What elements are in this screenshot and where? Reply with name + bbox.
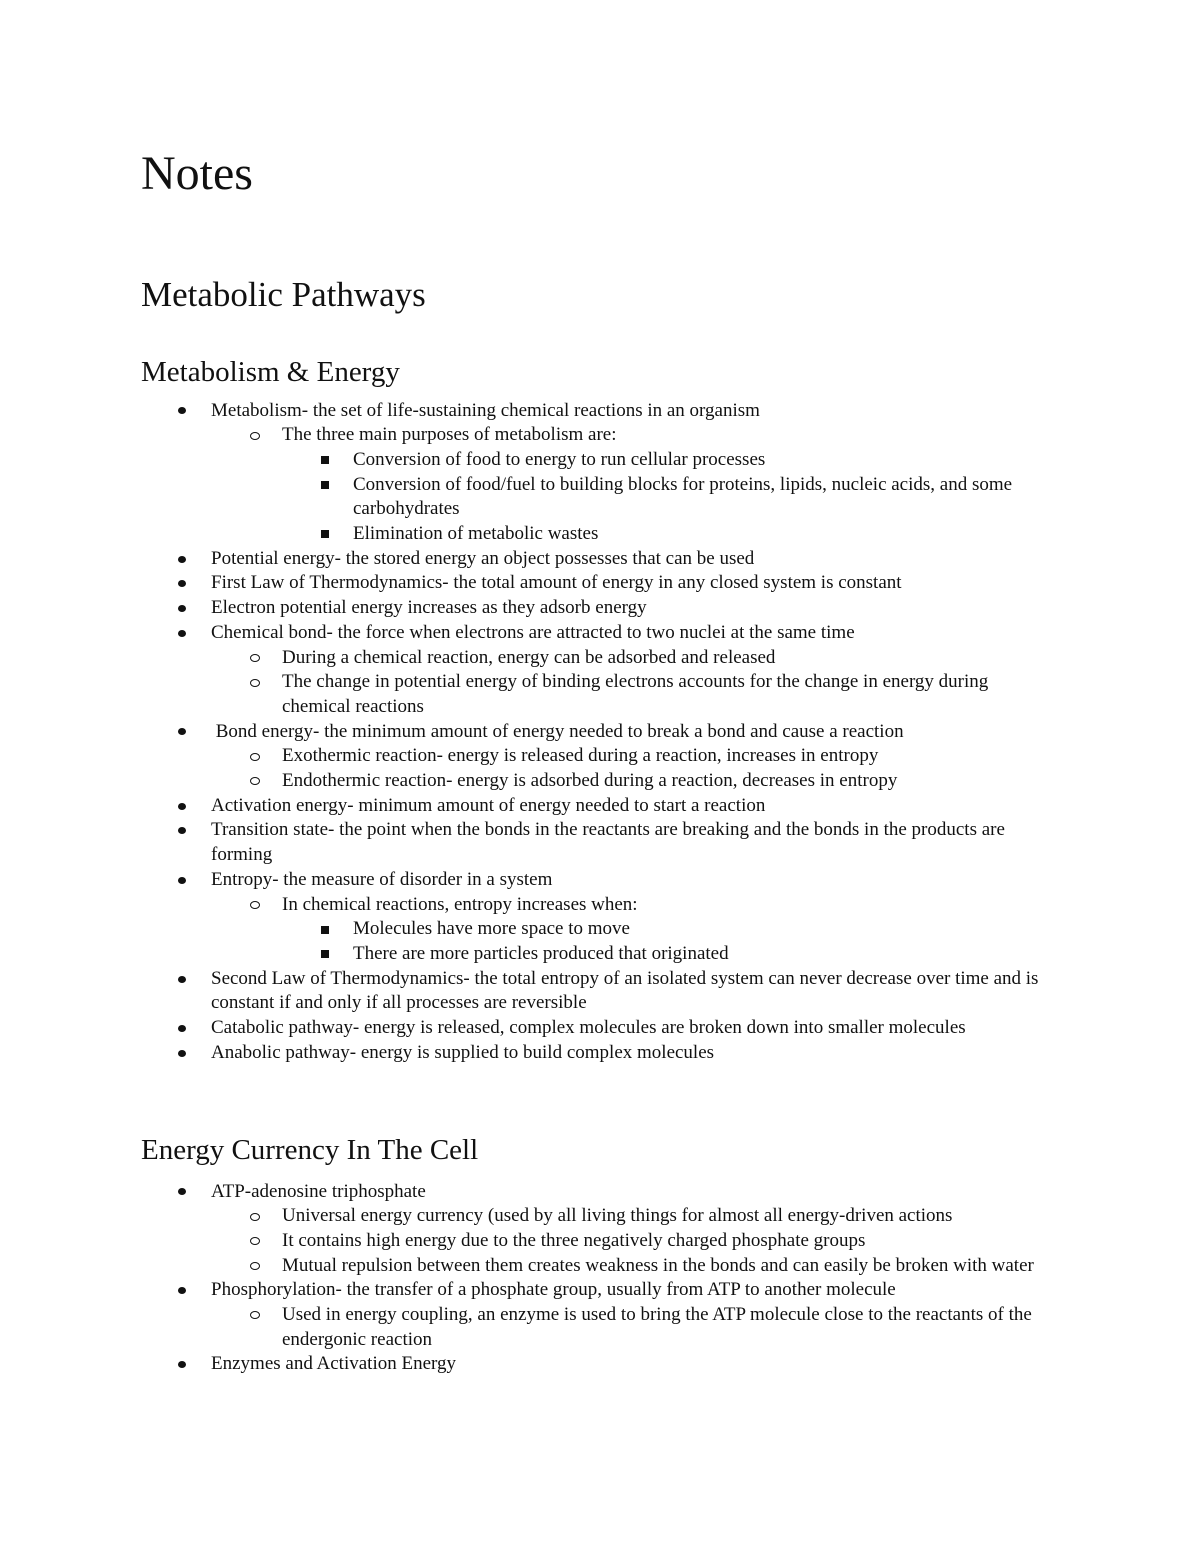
list-item-level-1: [0, 571, 1061, 596]
list-item-text: Molecules have more space to move: [353, 918, 630, 940]
list-item-level-2: [0, 769, 1042, 794]
list-item-text: Anabolic pathway- energy is supplied to build complex molecules: [211, 1041, 715, 1063]
list-item-level-1: [0, 621, 1061, 646]
list-item-text: Endothermic reaction- energy is adsorbed during a reaction, decreases in entropy: [282, 770, 898, 792]
list-item-text: It contains high energy due to the three negatively charged phosphate groups: [282, 1229, 866, 1251]
list-item-text: Electron potential energy increases as they adsorb energy: [211, 597, 647, 619]
list-item-text: Universal energy currency (used by all living things for almost all energy-driven actions: [282, 1205, 953, 1227]
list-item-level-2: [0, 423, 1042, 448]
hollow-circle-bullet-icon: [248, 1303, 262, 1328]
list-item-level-1: [0, 967, 1061, 1016]
list-item-text: The three main purposes of metabolism are:: [282, 424, 617, 446]
filled-circle-bullet-icon: [175, 868, 189, 893]
list-item-level-2: [0, 1204, 1042, 1229]
list-item-level-1: [0, 794, 1061, 819]
filled-circle-bullet-icon: [175, 794, 189, 819]
filled-circle-bullet-icon: [175, 1016, 189, 1041]
list-item-level-1: [0, 399, 1061, 424]
energy-currency-list: [0, 1180, 1061, 1378]
list-item-level-3: [0, 522, 1058, 547]
list-item-text: Elimination of metabolic wastes: [353, 523, 599, 545]
list-item-text: Mutual repulsion between them creates weakness in the bonds and can easily be broken with water: [282, 1254, 1034, 1276]
list-item-level-2: [0, 670, 1042, 719]
filled-circle-bullet-icon: [175, 1041, 189, 1066]
list-item-level-1: [0, 1278, 1061, 1303]
list-item-level-3: [0, 917, 1058, 942]
hollow-circle-bullet-icon: [248, 670, 262, 695]
list-item-text: In chemical reactions, entropy increases when:: [282, 893, 638, 915]
filled-circle-bullet-icon: [175, 399, 189, 424]
list-item-level-1: [0, 1352, 1061, 1377]
list-item-text: Enzymes and Activation Energy: [211, 1353, 457, 1375]
hollow-circle-bullet-icon: [248, 1229, 262, 1254]
list-item-text: Activation energy- minimum amount of energy needed to start a reaction: [211, 794, 766, 816]
filled-circle-bullet-icon: [175, 621, 189, 646]
list-item-text: Phosphorylation- the transfer of a phosphate group, usually from ATP to another molecule: [211, 1279, 896, 1301]
list-item-level-2: [0, 744, 1042, 769]
hollow-circle-bullet-icon: [248, 423, 262, 448]
list-item-level-2: [0, 1303, 1042, 1352]
filled-circle-bullet-icon: [175, 571, 189, 596]
list-item-text: Metabolism- the set of life-sustaining chemical reactions in an organism: [211, 399, 760, 421]
hollow-circle-bullet-icon: [248, 769, 262, 794]
list-item-text: Transition state- the point when the bonds in the reactants are breaking and the bonds in the products are forming: [211, 819, 1010, 866]
section-heading-energy-currency: Energy Currency In The Cell: [141, 1134, 479, 1166]
list-item-text: Entropy- the measure of disorder in a system: [211, 868, 553, 890]
list-item-text: Potential energy- the stored energy an object possesses that can be used: [211, 547, 755, 569]
list-item-level-2: [0, 646, 1042, 671]
list-item-text: During a chemical reaction, energy can be adsorbed and released: [282, 646, 776, 668]
document-title: Notes: [141, 147, 253, 200]
list-item-text: Used in energy coupling, an enzyme is used to bring the ATP molecule close to the reactants of the endergonic reaction: [282, 1304, 1037, 1350]
list-item-level-2: [0, 1254, 1042, 1279]
list-item-level-1: [0, 547, 1061, 572]
list-item-level-1: [0, 1180, 1061, 1205]
list-item-level-1: [0, 868, 1061, 893]
metabolism-energy-list: [0, 399, 1061, 1066]
list-item-level-3: [0, 473, 1058, 522]
hollow-circle-bullet-icon: [248, 1254, 262, 1279]
square-bullet-icon: [318, 473, 332, 498]
filled-circle-bullet-icon: [175, 1278, 189, 1303]
list-item-text: Chemical bond- the force when electrons are attracted to two nuclei at the same time: [211, 621, 855, 643]
list-item-text: Conversion of food/fuel to building blocks for proteins, lipids, nucleic acids, and some carbohydrates: [353, 473, 1017, 520]
heading-metabolic-pathways: Metabolic Pathways: [141, 275, 426, 314]
filled-circle-bullet-icon: [175, 818, 189, 843]
list-item-text: Second Law of Thermodynamics- the total entropy of an isolated system can never decrease over time and is constant if and only if all processes are reversible: [211, 967, 1044, 1014]
section-heading-metabolism-energy: Metabolism & Energy: [141, 356, 400, 388]
list-item-text: Catabolic pathway- energy is released, complex molecules are broken down into smaller molecules: [211, 1017, 966, 1039]
list-item-text: ATP-adenosine triphosphate: [211, 1180, 426, 1202]
list-item-level-1: [0, 818, 1061, 867]
list-item-text: Exothermic reaction- energy is released during a reaction, increases in entropy: [282, 745, 879, 767]
filled-circle-bullet-icon: [175, 967, 189, 992]
list-item-level-2: [0, 893, 1042, 918]
square-bullet-icon: [318, 942, 332, 967]
filled-circle-bullet-icon: [175, 720, 189, 745]
square-bullet-icon: [318, 448, 332, 473]
hollow-circle-bullet-icon: [248, 646, 262, 671]
list-item-level-3: [0, 448, 1058, 473]
list-item-level-3: [0, 942, 1058, 967]
filled-circle-bullet-icon: [175, 547, 189, 572]
hollow-circle-bullet-icon: [248, 1204, 262, 1229]
filled-circle-bullet-icon: [175, 1180, 189, 1205]
hollow-circle-bullet-icon: [248, 893, 262, 918]
list-item-text: There are more particles produced that originated: [353, 942, 729, 964]
list-item-text: First Law of Thermodynamics- the total amount of energy in any closed system is constant: [211, 572, 902, 594]
list-item-text: The change in potential energy of binding electrons accounts for the change in energy during chemical reactions: [282, 671, 994, 717]
square-bullet-icon: [318, 522, 332, 547]
filled-circle-bullet-icon: [175, 596, 189, 621]
list-item-level-1: [0, 720, 1061, 745]
list-item-level-1: [0, 1016, 1061, 1041]
list-item-level-1: [0, 1041, 1061, 1066]
list-item-text: Bond energy- the minimum amount of energy needed to break a bond and cause a reaction: [211, 720, 904, 742]
list-item-level-1: [0, 596, 1061, 621]
list-item-text: Conversion of food to energy to run cellular processes: [353, 448, 766, 470]
filled-circle-bullet-icon: [175, 1352, 189, 1377]
hollow-circle-bullet-icon: [248, 744, 262, 769]
list-item-level-2: [0, 1229, 1042, 1254]
square-bullet-icon: [318, 917, 332, 942]
